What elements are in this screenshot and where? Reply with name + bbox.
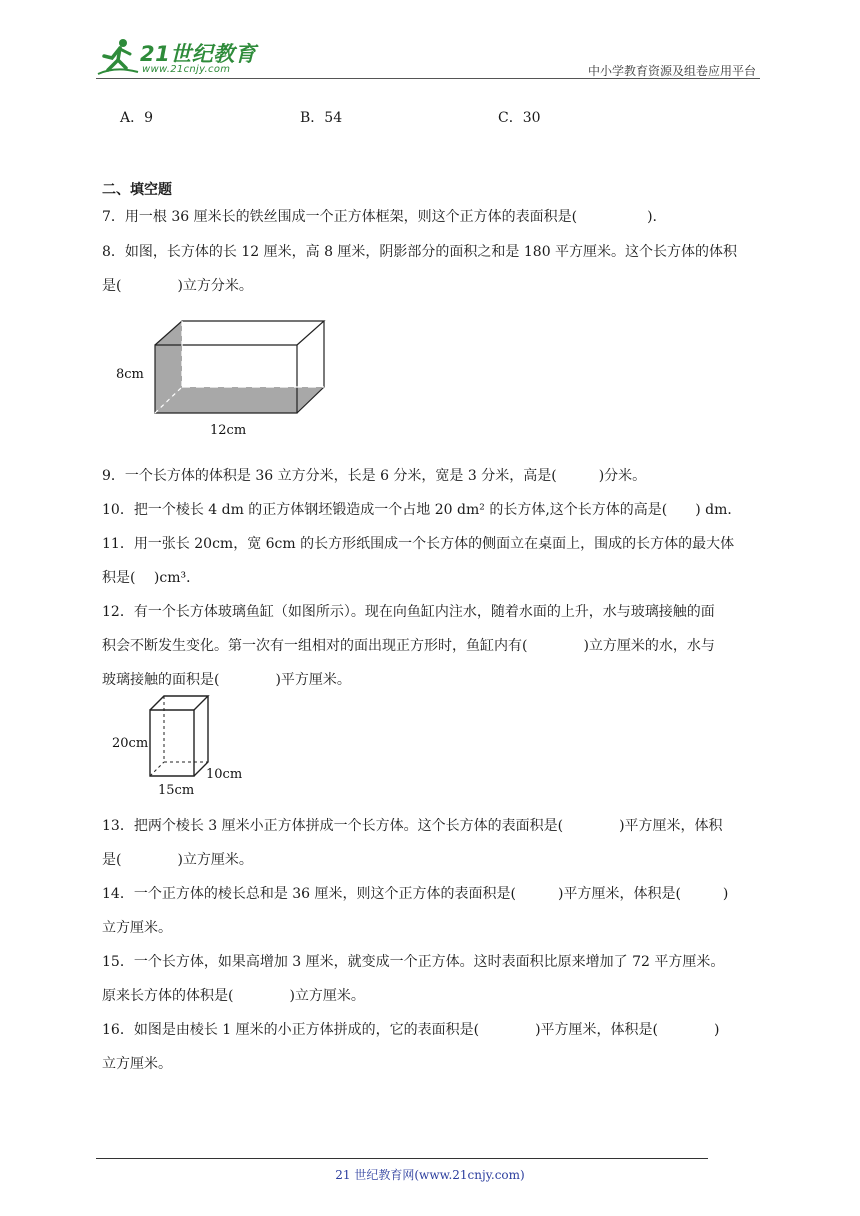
- option-c: C．30: [498, 110, 541, 126]
- runner-logo-icon: [96, 36, 140, 78]
- tank-length-label: 15cm: [158, 783, 195, 798]
- option-b: B．54: [300, 110, 343, 126]
- question-13-line-1: 13．把两个棱长 3 厘米小正方体拼成一个长方体。这个长方体的表面积是( )平方厘米，体积: [102, 818, 723, 834]
- header-divider: [96, 78, 760, 79]
- question-8-line-1: 8．如图，长方体的长 12 厘米，高 8 厘米，阴影部分的面积之和是 180 平方厘米。这个长方体的体积: [102, 244, 738, 260]
- question-10: 10．把一个棱长 4 dm 的正方体钢坯锻造成一个占地 20 dm² 的长方体,这个长方体的高是( ) dm．: [102, 502, 742, 518]
- question-8-line-2: 是( )立方分米。: [102, 278, 253, 294]
- footer-text: 21 世纪教育网(www.21cnjy.com): [335, 1168, 525, 1182]
- question-7: 7．用一根 36 厘米长的铁丝围成一个正方体框架，则这个正方体的表面积是( ).: [102, 209, 657, 225]
- question-13-line-2: 是( )立方厘米。: [102, 852, 253, 868]
- cuboid-figure-1: [112, 312, 342, 442]
- question-15-line-1: 15．一个长方体，如果高增加 3 厘米，就变成一个正方体。这时表面积比原来增加了 72 平方厘米。: [102, 954, 725, 970]
- question-16-line-1: 16．如图是由棱长 1 厘米的小正方体拼成的，它的表面积是( )平方厘米，体积是( ): [102, 1022, 720, 1038]
- question-12-line-2: 积会不断发生变化。第一次有一组相对的面出现正方形时，鱼缸内有( )立方厘米的水，水与: [102, 638, 715, 654]
- site-logo: [96, 36, 266, 78]
- footer-divider: [96, 1158, 708, 1159]
- page-header: [96, 36, 760, 80]
- tank-height-label: 20cm: [112, 736, 149, 751]
- question-14-line-2: 立方厘米。: [102, 920, 172, 936]
- header-platform-text: 中小学教育资源及组卷应用平台: [587, 64, 756, 78]
- shaded-bottom-face: [155, 387, 324, 413]
- cuboid-figure-2: [110, 690, 250, 798]
- logo-url: www.21cnjy.com: [142, 64, 231, 75]
- question-15-line-2: 原来长方体的体积是( )立方厘米。: [102, 988, 365, 1004]
- length-label: 12cm: [210, 423, 247, 438]
- section-title: 二、填空题: [102, 182, 172, 198]
- question-12-line-3: 玻璃接触的面积是( )平方厘米。: [102, 672, 351, 688]
- option-a: A．9: [120, 110, 154, 126]
- question-9: 9．一个长方体的体积是 36 立方分米，长是 6 分米，宽是 3 分米，高是( )分米。: [102, 468, 647, 484]
- question-14-line-1: 14．一个正方体的棱长总和是 36 厘米，则这个正方体的表面积是( )平方厘米，体积是( ): [102, 886, 729, 902]
- height-label: 8cm: [116, 367, 144, 382]
- question-12-line-1: 12．有一个长方体玻璃鱼缸（如图所示）。现在向鱼缸内注水，随着水面的上升，水与玻璃接触的面: [102, 604, 715, 620]
- tank-width-label: 10cm: [206, 767, 243, 782]
- question-11-line-1: 11．用一张长 20cm，宽 6cm 的长方形纸围成一个长方体的侧面立在桌面上，围成的长方体的最大体: [102, 536, 735, 552]
- question-16-line-2: 立方厘米。: [102, 1056, 172, 1072]
- question-11-line-2: 积是( )cm³．: [102, 570, 201, 586]
- logo-text: 21世纪教育: [140, 42, 257, 66]
